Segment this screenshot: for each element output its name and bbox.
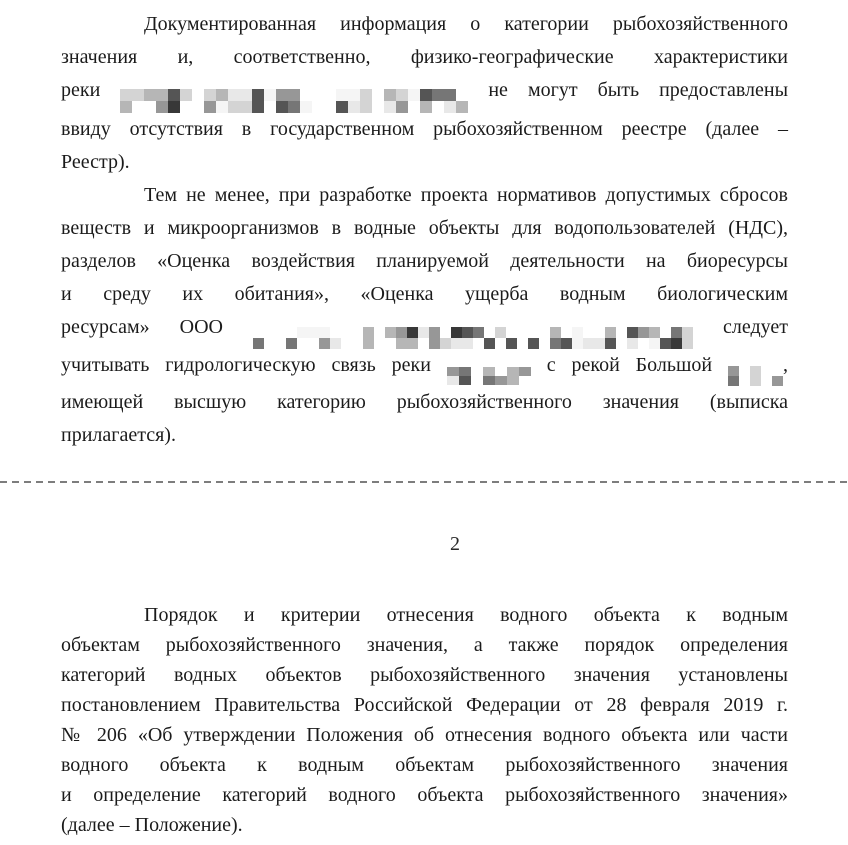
text-line — [61, 278, 788, 311]
text-segment: , — [783, 354, 788, 376]
text-line — [61, 113, 788, 146]
text-line — [61, 690, 788, 720]
text-line — [61, 8, 788, 41]
text-segment: Документированная информация о категории рыбохозяйственного — [144, 13, 788, 35]
text-line — [61, 311, 788, 349]
text-line — [61, 660, 788, 690]
text-segment: с рекой Большой — [530, 354, 728, 376]
text-segment: разделов «Оценка воздействия планируемой деятельности на биоресурсы — [61, 250, 788, 272]
page-number-wrap — [0, 533, 848, 556]
text-line — [61, 750, 788, 780]
text-segment: Порядок и критерии отнесения водного объекта к водным — [144, 604, 788, 626]
text-segment: имеющей высшую категорию рыбохозяйственного значения (выписка — [61, 391, 788, 413]
text-segment: учитывать гидрологическую связь реки — [61, 354, 447, 376]
text-segment: (далее – Положение). — [61, 814, 243, 836]
text-segment: следует — [692, 316, 788, 338]
text-line — [61, 419, 788, 452]
text-segment: Тем не менее, при разработке проекта нормативов допустимых сбросов — [144, 184, 788, 206]
paragraph — [61, 8, 788, 179]
text-segment: и определение категорий водного объекта рыбохозяйственного значения» — [61, 784, 788, 806]
text-segment: постановлением Правительства Российской Федерации от 28 февраля 2019 г. — [61, 694, 788, 716]
text-line — [61, 41, 788, 74]
text-segment: не могут быть предоставлены — [468, 79, 789, 101]
text-segment: Реестр). — [61, 151, 130, 173]
paragraph — [61, 179, 788, 452]
text-line — [61, 630, 788, 660]
text-segment: № 206 «Об утверждении Положения об отнесения водного объекта или части — [61, 724, 788, 746]
text-line — [61, 720, 788, 750]
text-line — [61, 212, 788, 245]
paragraph — [61, 600, 788, 840]
page-2-text-block — [61, 600, 788, 840]
text-segment: и среду их обитания», «Оценка ущерба водным биологическим — [61, 283, 788, 305]
text-segment: категорий водных объектов рыбохозяйственного значения установлены — [61, 664, 788, 686]
redacted-text — [447, 367, 531, 385]
text-line — [61, 74, 788, 113]
text-line — [61, 810, 788, 840]
text-segment: ввиду отсутствия в государственном рыбохозяйственном реестре (далее – — [61, 118, 788, 140]
text-segment: веществ и микроорганизмов в водные объекты для водопользователей (НДС), — [61, 217, 788, 239]
text-line — [61, 386, 788, 419]
text-segment: ресурсам» ООО — [61, 316, 253, 338]
redacted-text — [728, 366, 783, 386]
page-number: 2 — [450, 533, 460, 555]
text-line — [61, 780, 788, 810]
redacted-text — [253, 327, 693, 349]
redacted-text — [120, 89, 468, 113]
page-1-text-block — [61, 8, 788, 452]
text-segment: реки — [61, 79, 121, 101]
text-line — [61, 600, 788, 630]
page-break-divider — [0, 481, 848, 483]
text-segment: объектам рыбохозяйственного значения, а также порядок определения — [61, 634, 788, 656]
text-segment: водного объекта к водным объектам рыбохозяйственного значения — [61, 754, 788, 776]
text-segment: значения и, соответственно, физико-географические характеристики — [61, 46, 788, 68]
text-line — [61, 245, 788, 278]
text-segment: прилагается). — [61, 424, 176, 446]
text-line — [61, 349, 788, 386]
text-line — [61, 146, 788, 179]
text-line — [61, 179, 788, 212]
